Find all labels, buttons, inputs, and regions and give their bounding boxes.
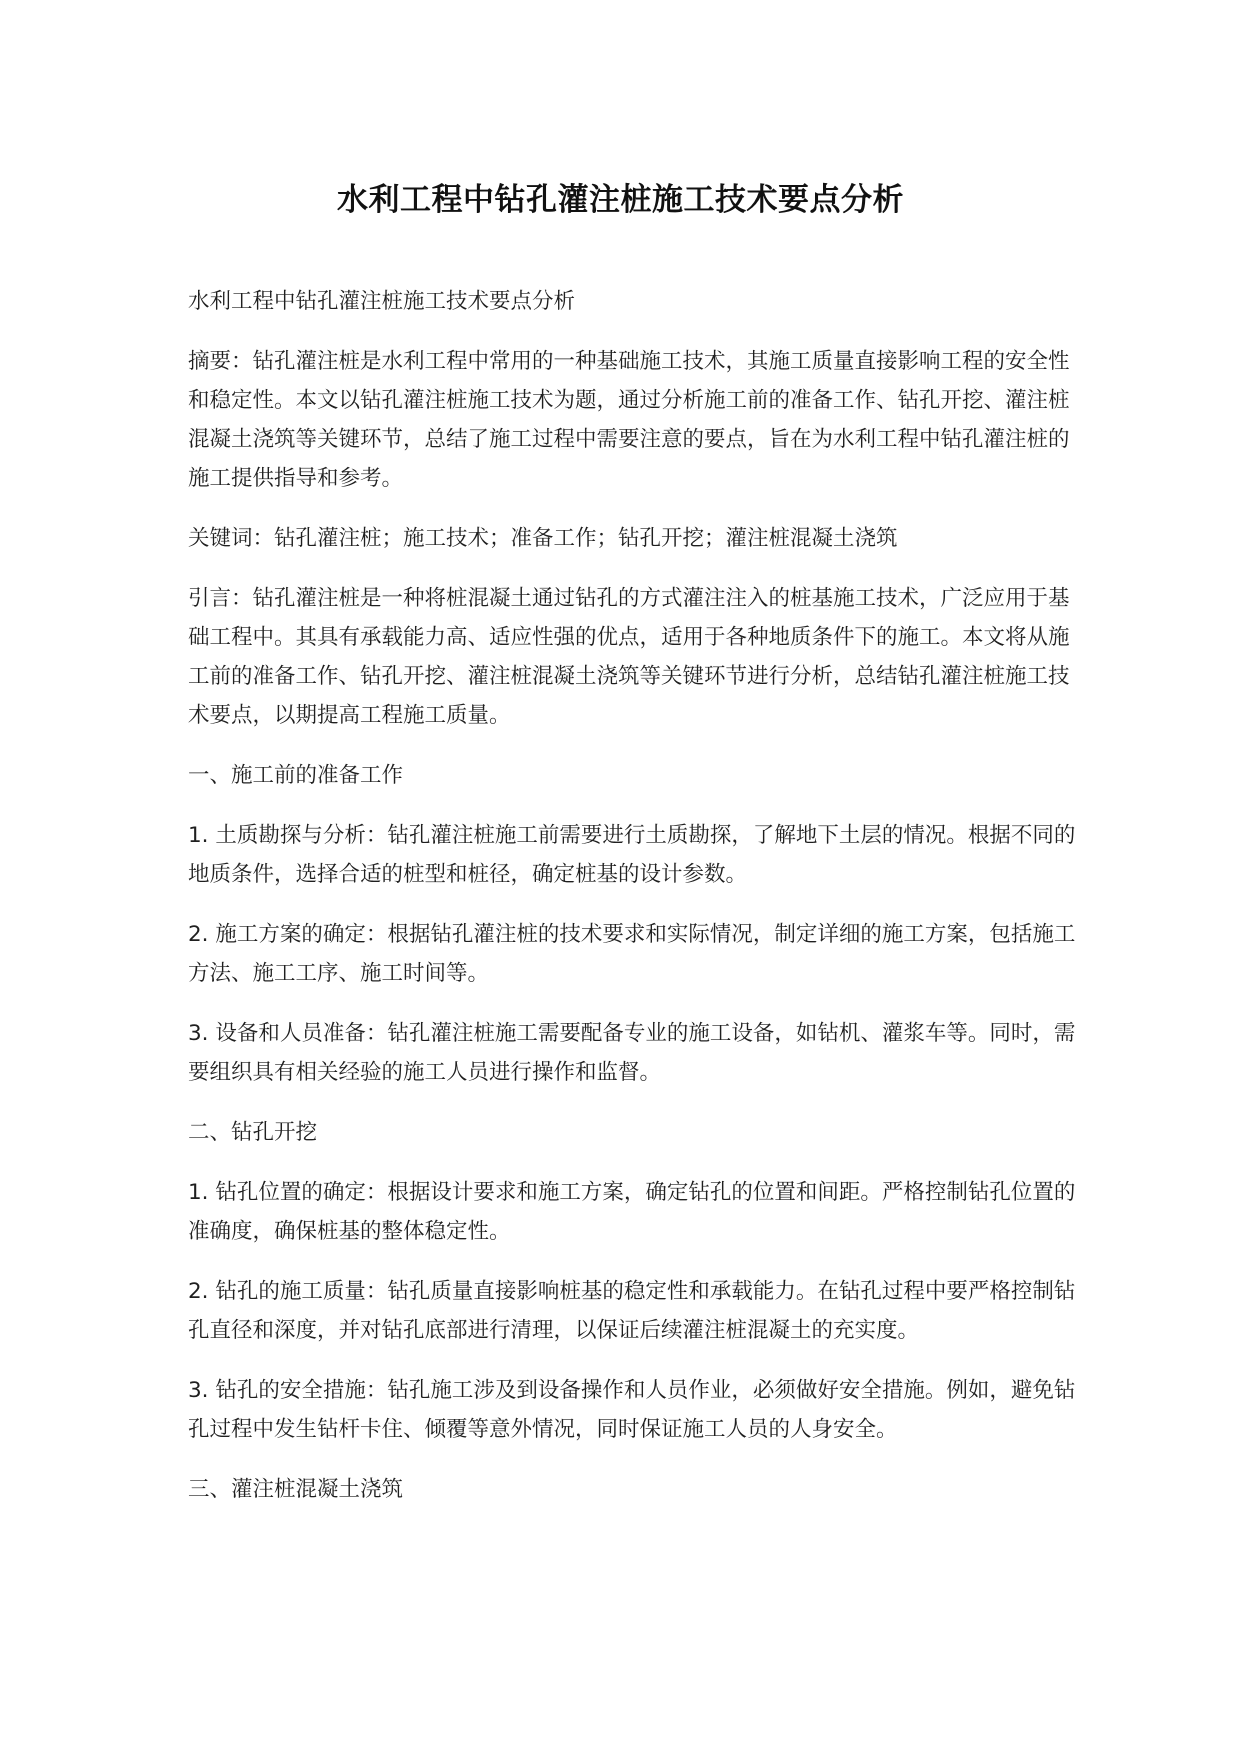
- section-heading-concrete-pouring: 三、灌注桩混凝土浇筑: [188, 1477, 404, 1502]
- drilling-item-3: 3. 钻孔的安全措施：钻孔施工涉及到设备操作和人员作业，必须做好安全措施。例如，避免钻孔过程中发生钻杆卡住、倾覆等意外情况，同时保证施工人员的人身安全。: [188, 1378, 1076, 1442]
- introduction-paragraph: 引言：钻孔灌注桩是一种将桩混凝土通过钻孔的方式灌注注入的桩基施工技术，广泛应用于基础工程中。其具有承载能力高、适应性强的优点，适用于各种地质条件下的施工。本文将从施工前的准备工作、钻孔开挖、灌注桩混凝土浇筑等关键环节进行分析，总结钻孔灌注桩施工技术要点，以期提高工程施工质量。: [188, 586, 1070, 728]
- preparation-item-3: 3. 设备和人员准备：钻孔灌注桩施工需要配备专业的施工设备，如钻机、灌浆车等。同时，需要组织具有相关经验的施工人员进行操作和监督。: [188, 1021, 1076, 1085]
- section-heading-drilling: 二、钻孔开挖: [188, 1120, 318, 1145]
- drilling-item-2: 2. 钻孔的施工质量：钻孔质量直接影响桩基的稳定性和承载能力。在钻孔过程中要严格控制钻孔直径和深度，并对钻孔底部进行清理，以保证后续灌注桩混凝土的充实度。: [188, 1279, 1076, 1343]
- abstract-paragraph: 摘要：钻孔灌注桩是水利工程中常用的一种基础施工技术，其施工质量直接影响工程的安全性和稳定性。本文以钻孔灌注桩施工技术为题，通过分析施工前的准备工作、钻孔开挖、灌注桩混凝土浇筑等关键环节，总结了施工过程中需要注意的要点，旨在为水利工程中钻孔灌注桩的施工提供指导和参考。: [188, 349, 1070, 491]
- preparation-item-1: 1. 土质勘探与分析：钻孔灌注桩施工前需要进行土质勘探，了解地下土层的情况。根据不同的地质条件，选择合适的桩型和桩径，确定桩基的设计参数。: [188, 823, 1076, 887]
- section-heading-preparation: 一、施工前的准备工作: [188, 763, 404, 788]
- preparation-item-2: 2. 施工方案的确定：根据钻孔灌注桩的技术要求和实际情况，制定详细的施工方案，包括施工方法、施工工序、施工时间等。: [188, 922, 1076, 986]
- subtitle-paragraph: 水利工程中钻孔灌注桩施工技术要点分析: [188, 289, 576, 314]
- drilling-item-1: 1. 钻孔位置的确定：根据设计要求和施工方案，确定钻孔的位置和间距。严格控制钻孔位置的准确度，确保桩基的整体稳定性。: [188, 1180, 1076, 1244]
- keywords-paragraph: 关键词：钻孔灌注桩；施工技术；准备工作；钻孔开挖；灌注桩混凝土浇筑: [188, 526, 898, 551]
- document-body: [188, 282, 1088, 1530]
- document-title: 水利工程中钻孔灌注桩施工技术要点分析: [337, 182, 904, 218]
